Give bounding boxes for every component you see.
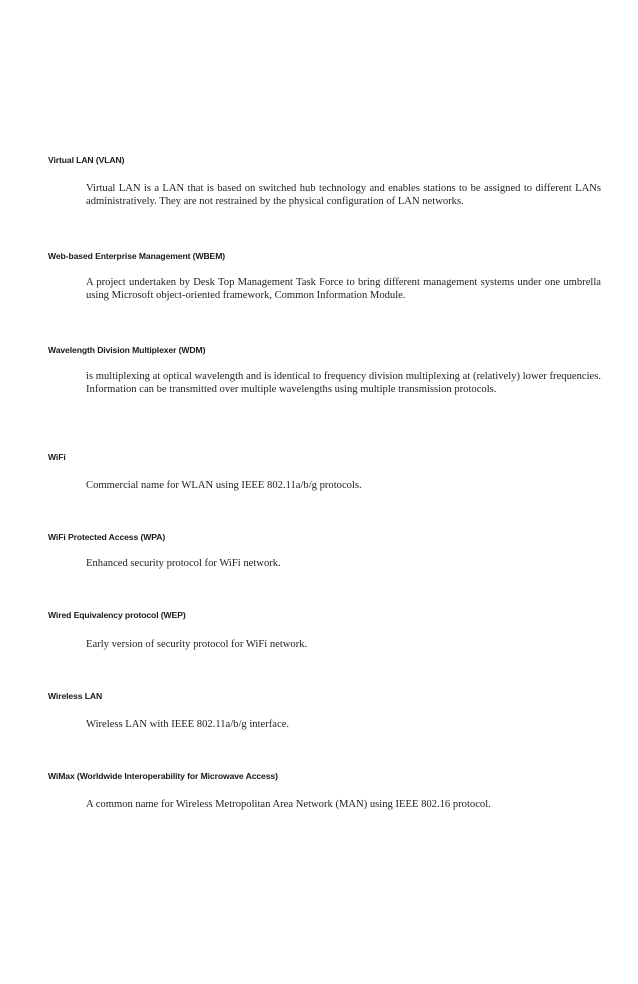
- glossary-definition: Wireless LAN with IEEE 802.11a/b/g interface.: [86, 719, 290, 730]
- glossary-entry-wimax: [48, 771, 608, 810]
- glossary-definition: Commercial name for WLAN using IEEE 802.11a/b/g protocols.: [86, 480, 362, 491]
- glossary-term: WiFi: [48, 452, 66, 462]
- glossary-definition: Early version of security protocol for WiFi network.: [86, 639, 308, 650]
- glossary-definition: is multiplexing at optical wavelength and is identical to frequency division multiplexing at (relatively) lower frequencies. Information can be transmitted over multiple wavelengths using multiple transmission protocols.: [86, 371, 601, 396]
- glossary-term: WiMax (Worldwide Interoperability for Microwave Access): [48, 771, 278, 781]
- glossary-definition: Enhanced security protocol for WiFi network.: [86, 558, 281, 569]
- glossary-definition: A project undertaken by Desk Top Management Task Force to bring different management systems under one umbrella using Microsoft object-oriented framework, Common Information Module.: [86, 277, 601, 302]
- glossary-entry-wifi: [48, 452, 608, 491]
- glossary-entry-vlan: [48, 155, 608, 208]
- glossary-term: Wired Equivalency protocol (WEP): [48, 610, 186, 620]
- glossary-entry-wbem: [48, 251, 608, 302]
- glossary-entry-wireless-lan: [48, 691, 608, 730]
- glossary-entry-wpa: [48, 532, 608, 569]
- glossary-term: Wavelength Division Multiplexer (WDM): [48, 345, 206, 355]
- glossary-entry-wep: [48, 610, 608, 650]
- glossary-term: Virtual LAN (VLAN): [48, 155, 125, 165]
- glossary-term: WiFi Protected Access (WPA): [48, 532, 166, 542]
- glossary-term: Web-based Enterprise Management (WBEM): [48, 251, 226, 261]
- glossary-term: Wireless LAN: [48, 691, 103, 701]
- glossary-definition: Virtual LAN is a LAN that is based on switched hub technology and enables stations to be assigned to different LANs administratively. They are not restrained by the physical configuration of LAN networks.: [86, 183, 601, 208]
- glossary-definition: A common name for Wireless Metropolitan Area Network (MAN) using IEEE 802.16 protocol.: [86, 799, 491, 810]
- glossary-entry-wdm: [48, 345, 608, 396]
